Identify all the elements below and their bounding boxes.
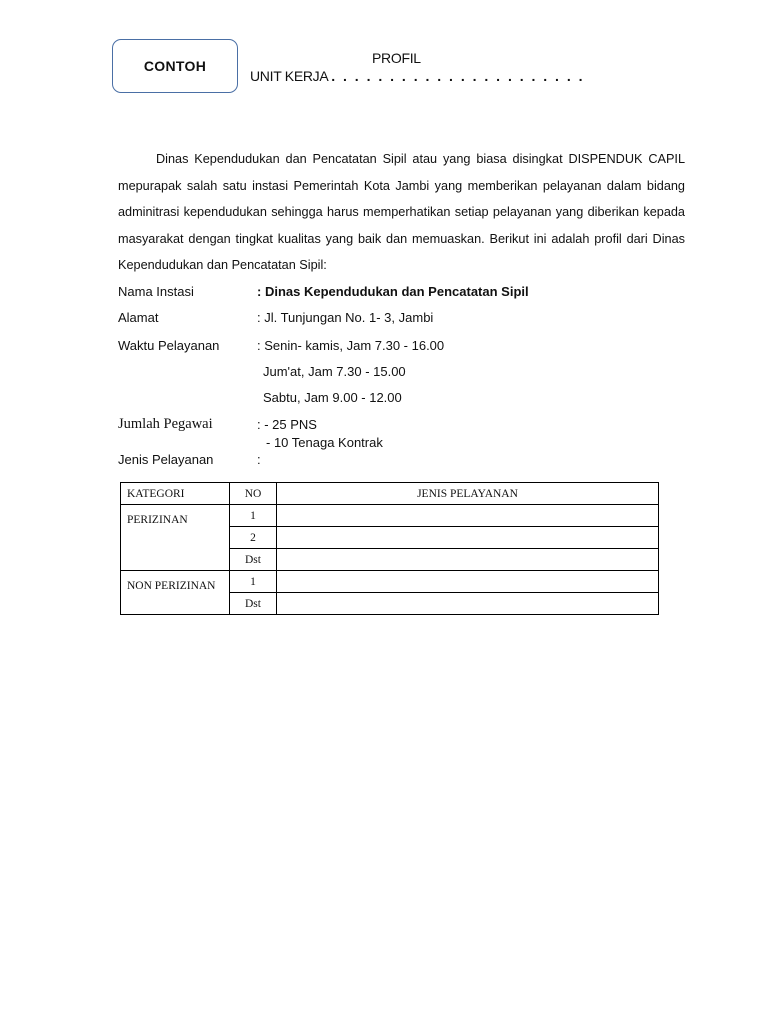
header-jenis-pelayanan: JENIS PELAYANAN: [277, 483, 659, 505]
category-non-perizinan: NON PERIZINAN: [121, 571, 230, 615]
nama-instasi-value: : Dinas Kependudukan dan Pencatatan Sipil: [257, 284, 529, 299]
alamat-label: Alamat: [118, 310, 159, 325]
row-jenis: [277, 571, 659, 593]
row-no: Dst: [230, 593, 277, 615]
unit-kerja-line: [250, 68, 585, 84]
row-no: Dst: [230, 549, 277, 571]
pegawai-kontrak: - 10 Tenaga Kontrak: [266, 435, 383, 450]
category-perizinan: PERIZINAN: [121, 505, 230, 571]
row-no: 1: [230, 505, 277, 527]
row-no: 2: [230, 527, 277, 549]
pegawai-pns: : - 25 PNS: [257, 417, 317, 432]
alamat-value: : Jl. Tunjungan No. 1- 3, Jambi: [257, 310, 434, 325]
jenis-pelayanan-label: Jenis Pelayanan: [118, 452, 214, 467]
jenis-pelayanan-table: [120, 482, 659, 615]
table-row: [121, 571, 659, 593]
row-jenis: [277, 593, 659, 615]
row-jenis: [277, 505, 659, 527]
contoh-badge: CONTOH: [112, 39, 238, 93]
jenis-pelayanan-colon: :: [257, 452, 261, 467]
table-header-row: [121, 483, 659, 505]
header-kategori: KATEGORI: [121, 483, 230, 505]
row-jenis: [277, 527, 659, 549]
header-no: NO: [230, 483, 277, 505]
waktu-senin-kamis: : Senin- kamis, Jam 7.30 - 16.00: [257, 338, 445, 353]
page-title: PROFIL: [372, 50, 421, 66]
row-jenis: [277, 549, 659, 571]
waktu-jumat: Jum'at, Jam 7.30 - 15.00: [263, 364, 406, 379]
table-row: [121, 505, 659, 527]
jumlah-pegawai-label: Jumlah Pegawai: [118, 416, 213, 432]
nama-instasi-label: Nama Instasi: [118, 284, 194, 299]
waktu-pelayanan-label: Waktu Pelayanan: [118, 338, 220, 353]
unit-kerja-label: UNIT KERJA: [250, 68, 328, 84]
intro-paragraph: Dinas Kependudukan dan Pencatatan Sipil atau yang biasa disingkat DISPENDUK CAPIL mepurapak salah satu instasi Pemerintah Kota Jambi yang memberikan pelayanan dalam bidang adminitrasi kependudukan sehingga harus memperhatikan setiap pelayanan yang diberikan kepada masyarakat dengan tingkat kualitas yang baik dan memuaskan. Berikut ini adalah profil dari Dinas Kependudukan dan Pencatatan Sipil:: [118, 152, 685, 272]
unit-kerja-blank: . . . . . . . . . . . . . . . . . . . . . .: [331, 68, 585, 84]
row-no: 1: [230, 571, 277, 593]
waktu-sabtu: Sabtu, Jam 9.00 - 12.00: [263, 390, 402, 405]
